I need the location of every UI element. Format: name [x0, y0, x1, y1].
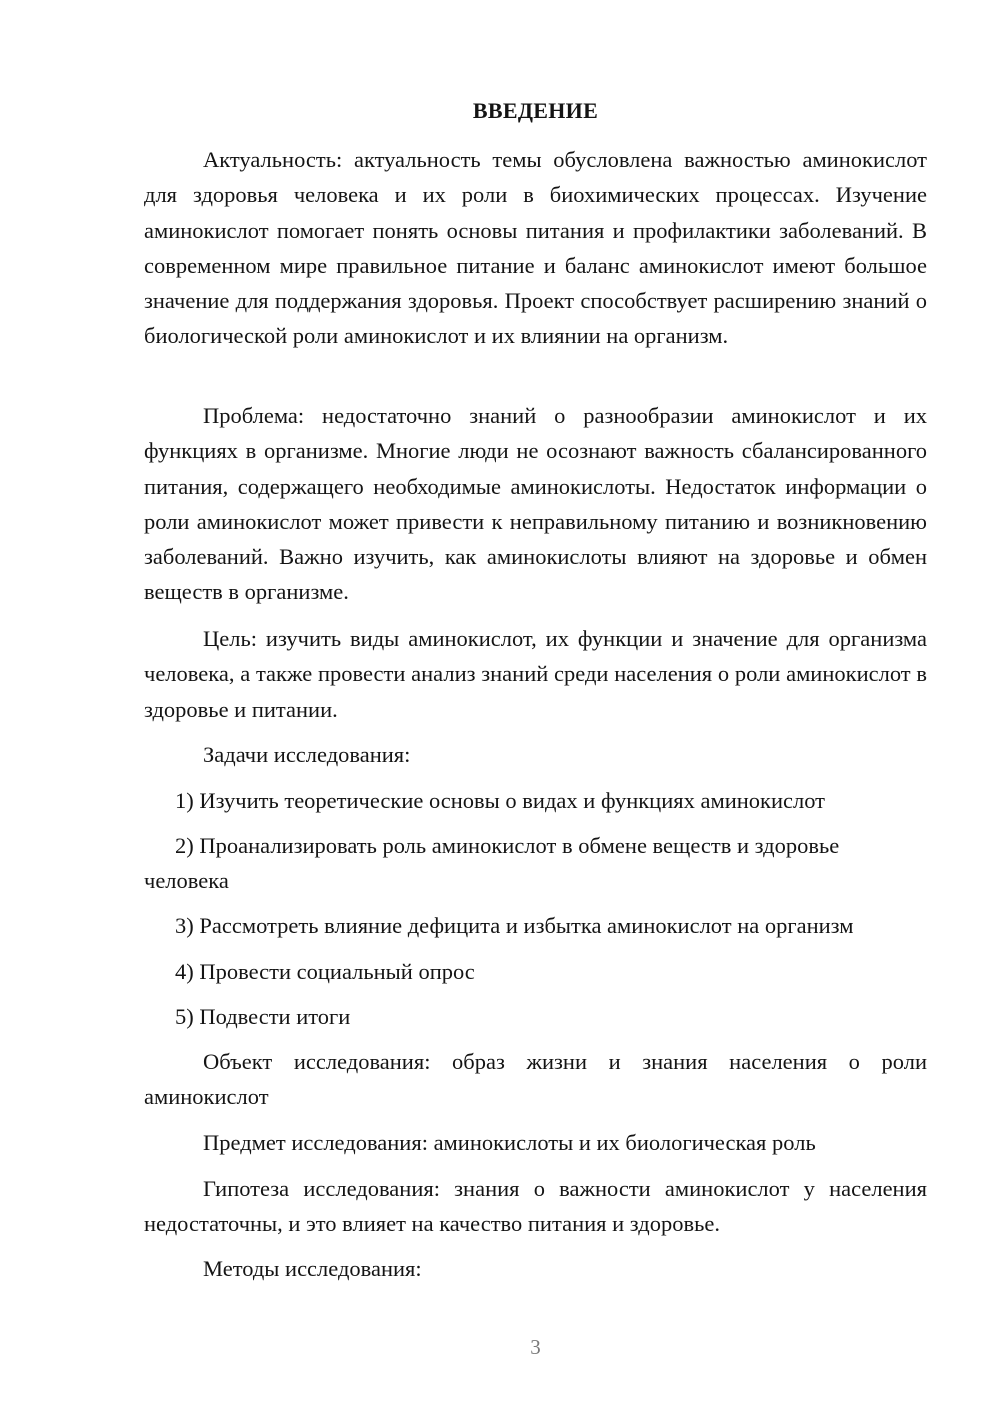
- subject-paragraph: Предмет исследования: аминокислоты и их биологическая роль: [203, 1130, 816, 1155]
- relevance-paragraph: Актуальность: актуальность темы обусловлена важностью аминокислот для здоровья человека и их роли в биохимических процессах. Изучение аминокислот помогает понять основы питания и профилактики заболеваний. В современном мире правильное питание и баланс аминокислот имеют большое значение для поддержания здоровья. Проект способствует расширению знаний о биологической роли аминокислот и их влиянии на организм.: [144, 147, 927, 349]
- section-title: ВВЕДЕНИЕ: [472, 98, 599, 123]
- hypothesis-paragraph: Гипотеза исследования: знания о важности аминокислот у населения недостаточны, и это влияет на качество питания и здоровье.: [144, 1176, 927, 1237]
- task-item-2: 2) Проанализировать роль аминокислот в обмене веществ и здоровье человека: [144, 833, 840, 894]
- task-item-1: 1) Изучить теоретические основы о видах и функциях аминокислот: [175, 788, 826, 813]
- problem-paragraph: Проблема: недостаточно знаний о разнообразии аминокислот и их функциях в организме. Многие люди не осознают важность сбалансированного питания, содержащего необходимые аминокислоты. Недостаток информации о роли аминокислот может привести к неправильному питанию и возникновению заболеваний. Важно изучить, как аминокислоты влияют на здоровье и обмен веществ в организме.: [144, 403, 927, 605]
- goal-paragraph: Цель: изучить виды аминокислот, их функции и значение для организма человека, а также провести анализ знаний среди населения о роли аминокислот в здоровье и питании.: [144, 626, 927, 722]
- tasks-heading: Задачи исследования:: [203, 742, 411, 767]
- page-number: 3: [530, 1335, 541, 1359]
- task-item-3: 3) Рассмотреть влияние дефицита и избытка аминокислот на организм: [175, 913, 854, 938]
- task-item-5: 5) Подвести итоги: [175, 1004, 351, 1029]
- methods-heading: Методы исследования:: [203, 1256, 422, 1281]
- task-item-4: 4) Провести социальный опрос: [175, 959, 475, 984]
- object-paragraph: Объект исследования: образ жизни и знания населения о роли аминокислот: [144, 1049, 927, 1110]
